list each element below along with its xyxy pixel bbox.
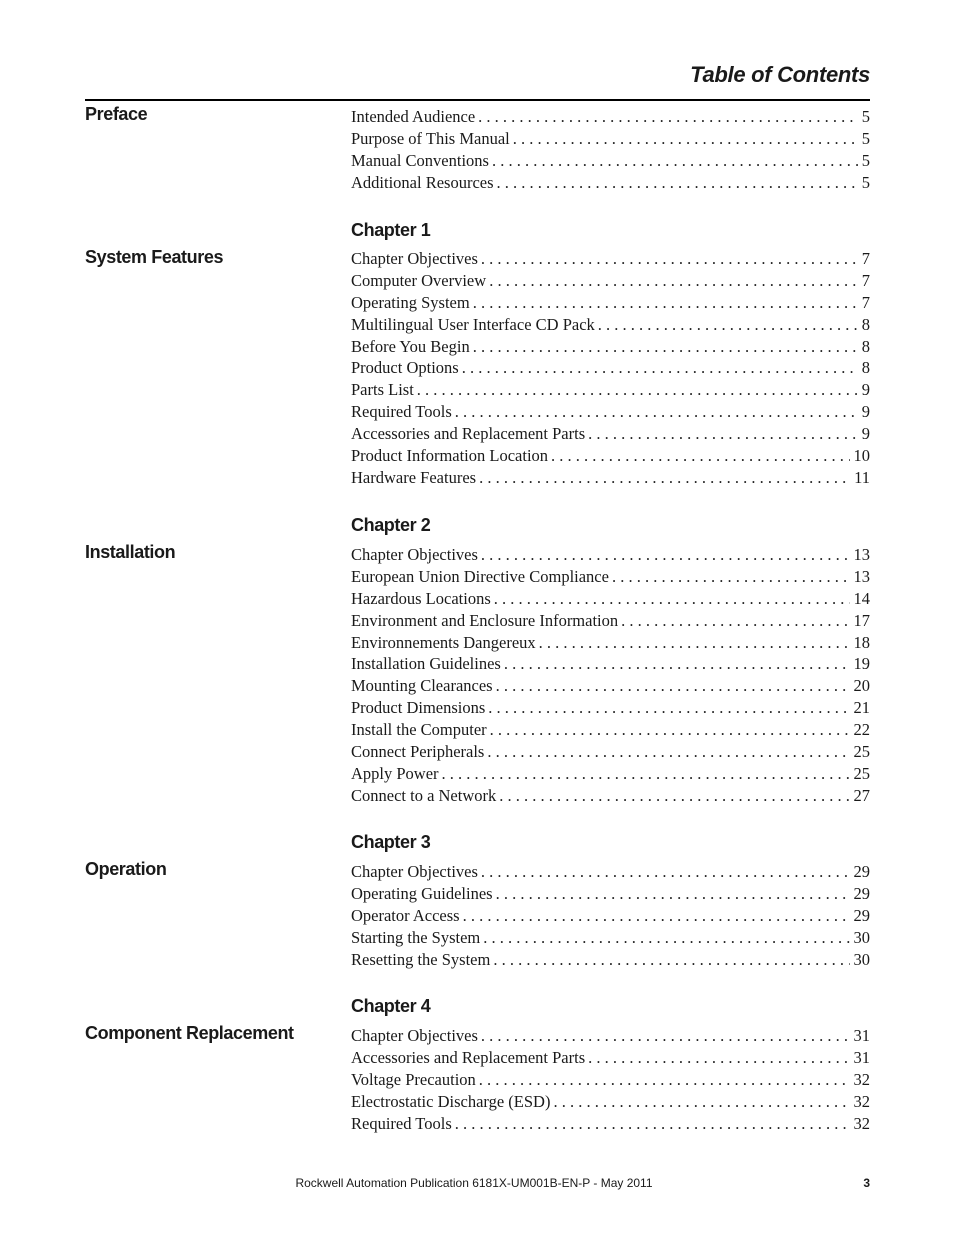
- toc-entry-label: Chapter Objectives: [351, 249, 478, 268]
- toc-entry-label: Hazardous Locations: [351, 588, 491, 608]
- dot-leader: [479, 1069, 850, 1091]
- page-title: Table of Contents: [690, 62, 870, 87]
- toc-entry[interactable]: [351, 861, 870, 883]
- toc-entry-page-number: 9: [861, 424, 870, 444]
- toc-entry-page-number: 27: [853, 785, 870, 805]
- toc-entry[interactable]: [351, 467, 870, 489]
- section-title: Installation: [85, 542, 176, 562]
- toc-entry-label: Manual Conventions: [351, 150, 489, 170]
- toc-entry-page-number: 8: [861, 336, 870, 356]
- toc-entry-page-number: 29: [853, 883, 870, 903]
- toc-entry-label: Required Tools: [351, 1113, 452, 1133]
- toc-entry-page-number: 32: [853, 1069, 870, 1089]
- title-rule: [85, 99, 870, 101]
- toc-entry-label: Installation Guidelines: [351, 654, 501, 674]
- dot-leader: [442, 763, 850, 785]
- toc-entry-page-number: 8: [861, 314, 870, 334]
- toc-entry[interactable]: [351, 314, 870, 336]
- toc-entry-page-number: 29: [853, 862, 870, 881]
- toc-entry-page-number: 14: [853, 588, 870, 608]
- toc-entry[interactable]: [351, 927, 870, 949]
- toc-entry-page-number: 8: [861, 358, 870, 378]
- dot-leader: [496, 883, 850, 905]
- dot-leader: [481, 1025, 850, 1047]
- dot-leader: [494, 588, 850, 610]
- toc-entry[interactable]: [351, 785, 870, 807]
- toc-entry[interactable]: [351, 1047, 870, 1069]
- toc-entry-label: Product Dimensions: [351, 698, 486, 718]
- toc-entry[interactable]: [351, 905, 870, 927]
- dot-leader: [553, 1091, 849, 1113]
- toc-entry-page-number: 9: [861, 402, 870, 422]
- dot-leader: [504, 653, 850, 675]
- section-title: System Features: [85, 247, 224, 267]
- dot-leader: [463, 905, 850, 927]
- section-title: Operation: [85, 859, 167, 879]
- toc-entry[interactable]: [351, 292, 870, 314]
- toc-entry[interactable]: [351, 632, 870, 654]
- toc-entry[interactable]: [351, 1113, 870, 1135]
- toc-entry-label: European Union Directive Compliance: [351, 566, 609, 586]
- toc-entry-page-number: 29: [853, 905, 870, 925]
- toc-entry-label: Additional Resources: [351, 172, 494, 192]
- dot-leader: [497, 172, 858, 194]
- toc-entry-label: Chapter Objectives: [351, 862, 478, 881]
- toc-entry-list: [351, 248, 870, 489]
- toc-entry-list: [351, 544, 870, 807]
- toc-entry-label: Mounting Clearances: [351, 676, 493, 696]
- dot-leader: [473, 336, 858, 358]
- toc-entry[interactable]: [351, 610, 870, 632]
- dot-leader: [551, 445, 849, 467]
- dot-leader: [499, 785, 849, 807]
- toc-entry-page-number: 30: [853, 949, 870, 969]
- toc-entry-label: Hardware Features: [351, 467, 477, 487]
- toc-entry-page-number: 10: [853, 446, 870, 466]
- toc-entry[interactable]: [351, 270, 870, 292]
- toc-entry[interactable]: [351, 401, 870, 423]
- dot-leader: [490, 719, 850, 741]
- toc-entry-page-number: 25: [853, 742, 870, 762]
- toc-entry-page-number: 13: [853, 566, 870, 586]
- toc-entry-label: Chapter Objectives: [351, 1026, 478, 1045]
- toc-entry-label: Environment and Enclosure Information: [351, 610, 619, 630]
- toc-entry-list: [351, 861, 870, 970]
- dot-leader: [493, 949, 849, 971]
- toc-entry-page-number: 17: [853, 610, 870, 630]
- toc-entry[interactable]: [351, 379, 870, 401]
- toc-entry[interactable]: [351, 1069, 870, 1091]
- toc-entry[interactable]: [351, 1025, 870, 1047]
- dot-leader: [496, 675, 850, 697]
- toc-entry-label: Resetting the System: [351, 949, 491, 969]
- toc-entry-label: Parts List: [351, 380, 414, 400]
- dot-leader: [481, 248, 858, 270]
- toc-entry-label: Connect to a Network: [351, 785, 497, 805]
- toc-entry[interactable]: [351, 719, 870, 741]
- toc-entry-page-number: 5: [861, 172, 870, 192]
- toc-entry[interactable]: [351, 544, 870, 566]
- toc-entry-label: Apply Power: [351, 763, 439, 783]
- toc-entry[interactable]: [351, 1091, 870, 1113]
- toc-entry-page-number: 20: [853, 676, 870, 696]
- toc-entry[interactable]: [351, 172, 870, 194]
- toc-entry[interactable]: [351, 653, 870, 675]
- toc-entry-label: Intended Audience: [351, 107, 476, 126]
- dot-leader: [598, 314, 858, 336]
- toc-entry-label: Required Tools: [351, 402, 452, 422]
- dot-leader: [455, 1113, 850, 1135]
- toc-entry[interactable]: [351, 106, 870, 128]
- toc-entry-label: Operating System: [351, 292, 470, 312]
- chapter-label: Chapter 1: [351, 220, 431, 240]
- dot-leader: [488, 697, 849, 719]
- toc-entry[interactable]: [351, 336, 870, 358]
- dot-leader: [588, 423, 858, 445]
- dot-leader: [539, 632, 850, 654]
- toc-entry-page-number: 32: [853, 1113, 870, 1133]
- toc-entry-label: Purpose of This Manual: [351, 128, 510, 148]
- dot-leader: [513, 128, 858, 150]
- toc-entry-label: Chapter Objectives: [351, 545, 478, 564]
- toc-entry-page-number: 31: [853, 1047, 870, 1067]
- toc-entry-page-number: 31: [853, 1026, 870, 1045]
- toc-entry-page-number: 5: [861, 107, 870, 126]
- dot-leader: [417, 379, 858, 401]
- dot-leader: [612, 566, 850, 588]
- chapter-label: Chapter 3: [351, 832, 431, 852]
- toc-entry[interactable]: [351, 150, 870, 172]
- toc-entry-page-number: 5: [861, 150, 870, 170]
- dot-leader: [455, 401, 858, 423]
- toc-entry[interactable]: [351, 741, 870, 763]
- toc-entry-page-number: 5: [861, 128, 870, 148]
- toc-entry-label: Environnements Dangereux: [351, 632, 536, 652]
- toc-entry-label: Voltage Precaution: [351, 1069, 476, 1089]
- toc-entry-page-number: 7: [861, 270, 870, 290]
- dot-leader: [492, 150, 858, 172]
- dot-leader: [481, 544, 850, 566]
- toc-entry[interactable]: [351, 445, 870, 467]
- toc-entry-page-number: 30: [853, 927, 870, 947]
- toc-entry[interactable]: [351, 697, 870, 719]
- dot-leader: [483, 927, 849, 949]
- toc-entry[interactable]: [351, 675, 870, 697]
- footer-page-number: 3: [863, 1176, 870, 1190]
- toc-entry-label: Connect Peripherals: [351, 742, 485, 762]
- dot-leader: [489, 270, 858, 292]
- toc-entry-label: Electrostatic Discharge (ESD): [351, 1091, 551, 1111]
- toc-entry-page-number: 25: [853, 763, 870, 783]
- chapter-label: Chapter 4: [351, 996, 431, 1016]
- toc-entry[interactable]: [351, 128, 870, 150]
- toc-entry[interactable]: [351, 566, 870, 588]
- toc-entry-label: Product Options: [351, 358, 459, 378]
- toc-entry-label: Operator Access: [351, 905, 460, 925]
- toc-entry-page-number: 21: [853, 698, 870, 718]
- dot-leader: [621, 610, 849, 632]
- toc-entry-label: Product Information Location: [351, 446, 549, 466]
- toc-entry-label: Computer Overview: [351, 270, 487, 290]
- toc-entry[interactable]: [351, 423, 870, 445]
- toc-entry[interactable]: [351, 883, 870, 905]
- toc-entry-list: [351, 1025, 870, 1134]
- dot-leader: [462, 357, 858, 379]
- toc-entry[interactable]: [351, 949, 870, 971]
- dot-leader: [487, 741, 849, 763]
- footer-publication: Rockwell Automation Publication 6181X-UM001B-EN-P - May 2011: [295, 1176, 653, 1190]
- toc-entry-label: Multilingual User Interface CD Pack: [351, 314, 595, 334]
- section-title: Preface: [85, 104, 148, 124]
- toc-entry-list: [351, 106, 870, 194]
- toc-entry-page-number: 9: [861, 380, 870, 400]
- dot-leader: [588, 1047, 849, 1069]
- toc-entry-page-number: 7: [861, 249, 870, 268]
- toc-entry-page-number: 32: [853, 1091, 870, 1111]
- toc-entry-page-number: 19: [853, 654, 870, 674]
- dot-leader: [479, 467, 850, 489]
- toc-entry-label: Starting the System: [351, 927, 481, 947]
- toc-entry-label: Before You Begin: [351, 336, 470, 356]
- chapter-label: Chapter 2: [351, 515, 431, 535]
- toc-entry-page-number: 7: [861, 292, 870, 312]
- section-title: Component Replacement: [85, 1023, 294, 1043]
- dot-leader: [481, 861, 850, 883]
- toc-entry-label: Accessories and Replacement Parts: [351, 424, 586, 444]
- toc-entry[interactable]: [351, 357, 870, 379]
- dot-leader: [473, 292, 858, 314]
- toc-entry-page-number: 13: [853, 545, 870, 564]
- toc-entry-page-number: 11: [854, 467, 870, 487]
- toc-entry-page-number: 18: [853, 632, 870, 652]
- toc-entry-label: Accessories and Replacement Parts: [351, 1047, 586, 1067]
- toc-entry-label: Operating Guidelines: [351, 883, 493, 903]
- toc-entry-label: Install the Computer: [351, 720, 487, 740]
- dot-leader: [478, 106, 858, 128]
- toc-entry[interactable]: [351, 763, 870, 785]
- toc-entry[interactable]: [351, 588, 870, 610]
- toc-entry-page-number: 22: [853, 720, 870, 740]
- toc-entry[interactable]: [351, 248, 870, 270]
